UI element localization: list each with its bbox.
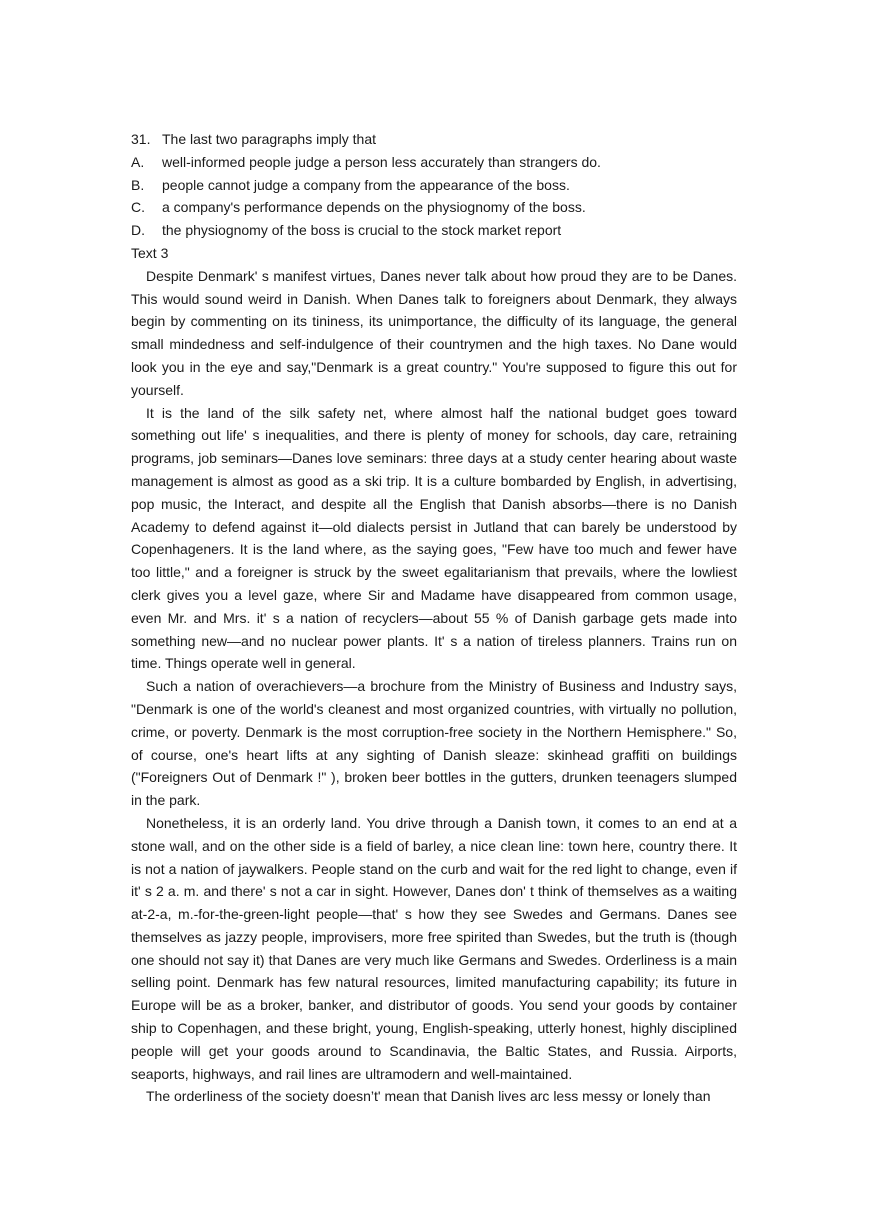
option-text: the physiognomy of the boss is crucial to the stock market report [162, 222, 562, 239]
option-text: well-informed people judge a person less accurately than strangers do. [162, 153, 601, 170]
paragraph-5: The orderliness of the society doesn’t' mean that Danish lives arc less messy or lonely than [146, 1088, 711, 1105]
option-b [131, 174, 737, 197]
option-label: D. [131, 222, 145, 239]
document-page [131, 128, 737, 1108]
option-text: people cannot judge a company from the appearance of the boss. [162, 176, 570, 193]
paragraph-4: Nonetheless, it is an orderly land. You drive through a Danish town, it comes to an end at a stone wall, and on the other side is a field of barley, a nice clean line: town here, country there. It is not a nation of jaywalkers. People stand on the curb and wait for the red light to change, even if it' s 2 a. m. and there' s not a car in sight. However, Danes don' t think of themselves as a waiting at-2-a, m.-for-the-green-light people—that' s how they see Swedes and Germans. Danes see themselves as jazzy people, improvisers, more free spirited than Swedes, but the truth is (though one should not say it) that Danes are very much like Germans and Swedes. Orderliness is a main selling point. Denmark has few natural resources, limited manufacturing capability; its future in Europe will be as a broker, banker, and distributor of goods. You send your goods by container ship to Copenhagen, and these bright, young, English-speaking, utterly honest, highly disciplined people will get your goods around to Scandinavia, the Baltic States, and Russia. Airports, seaports, highways, and rail lines are ultramodern and well-maintained. [131, 814, 737, 1082]
paragraph-1: Despite Denmark' s manifest virtues, Danes never talk about how proud they are to be Danes. This would sound weird in Danish. When Danes talk to foreigners about Denmark, they always begin by commenting on its tininess, its unimportance, the difficulty of its language, the general small mindedness and self-indulgence of their countrymen and the high taxes. No Dane would look you in the eye and say,"Denmark is a great country." You're supposed to figure this out for yourself. [131, 267, 737, 398]
option-text: a company's performance depends on the physiognomy of the boss. [162, 199, 586, 216]
option-label: C. [131, 199, 145, 216]
question-stem-text: The last two paragraphs imply that [162, 131, 376, 147]
option-label: B. [131, 176, 145, 193]
question-stem [131, 128, 737, 151]
option-d [131, 219, 737, 242]
paragraph-3: Such a nation of overachievers—a brochure from the Ministry of Business and Industry says, "Denmark is one of the world's cleanest and most organized countries, with virtually no pollution, crime, or poverty. Denmark is the most corruption-free society in the Northern Hemisphere." So, of course, one's heart lifts at any sighting of Danish sleaze: skinhead graffiti on buildings ("Foreigners Out of Denmark !" ), broken beer bottles in the gutters, drunken teenagers slumped in the park. [131, 678, 737, 809]
paragraph-2: It is the land of the silk safety net, where almost half the national budget goes toward something out life' s inequalities, and there is plenty of money for schools, day care, retraining programs, job seminars—Danes love seminars: three days at a study center hearing about waste management is almost as good as a ski trip. It is a culture bombarded by English, in advertising, pop music, the Interact, and despite all the English that Danish absorbs—there is no Danish Academy to defend against it—old dialects persist in Jutland that can barely be understood by Copenhageners. It is the land where, as the saying goes, "Few have too much and fewer have too little," and a foreigner is struck by the sweet egalitarianism that prevails, where the lowliest clerk gives you a level gaze, where Sir and Madame have disappeared from common usage, even Mr. and Mrs. it' s a nation of recyclers—about 55 % of Danish garbage gets made into something new—and no nuclear power plants. It' s a nation of tireless planners. Trains run on time. Things operate well in general. [131, 404, 737, 672]
question-number: 31. [131, 131, 151, 147]
text-title: Text 3 [131, 244, 169, 261]
option-a [131, 151, 737, 174]
option-label: A. [131, 153, 145, 170]
option-c [131, 196, 737, 219]
